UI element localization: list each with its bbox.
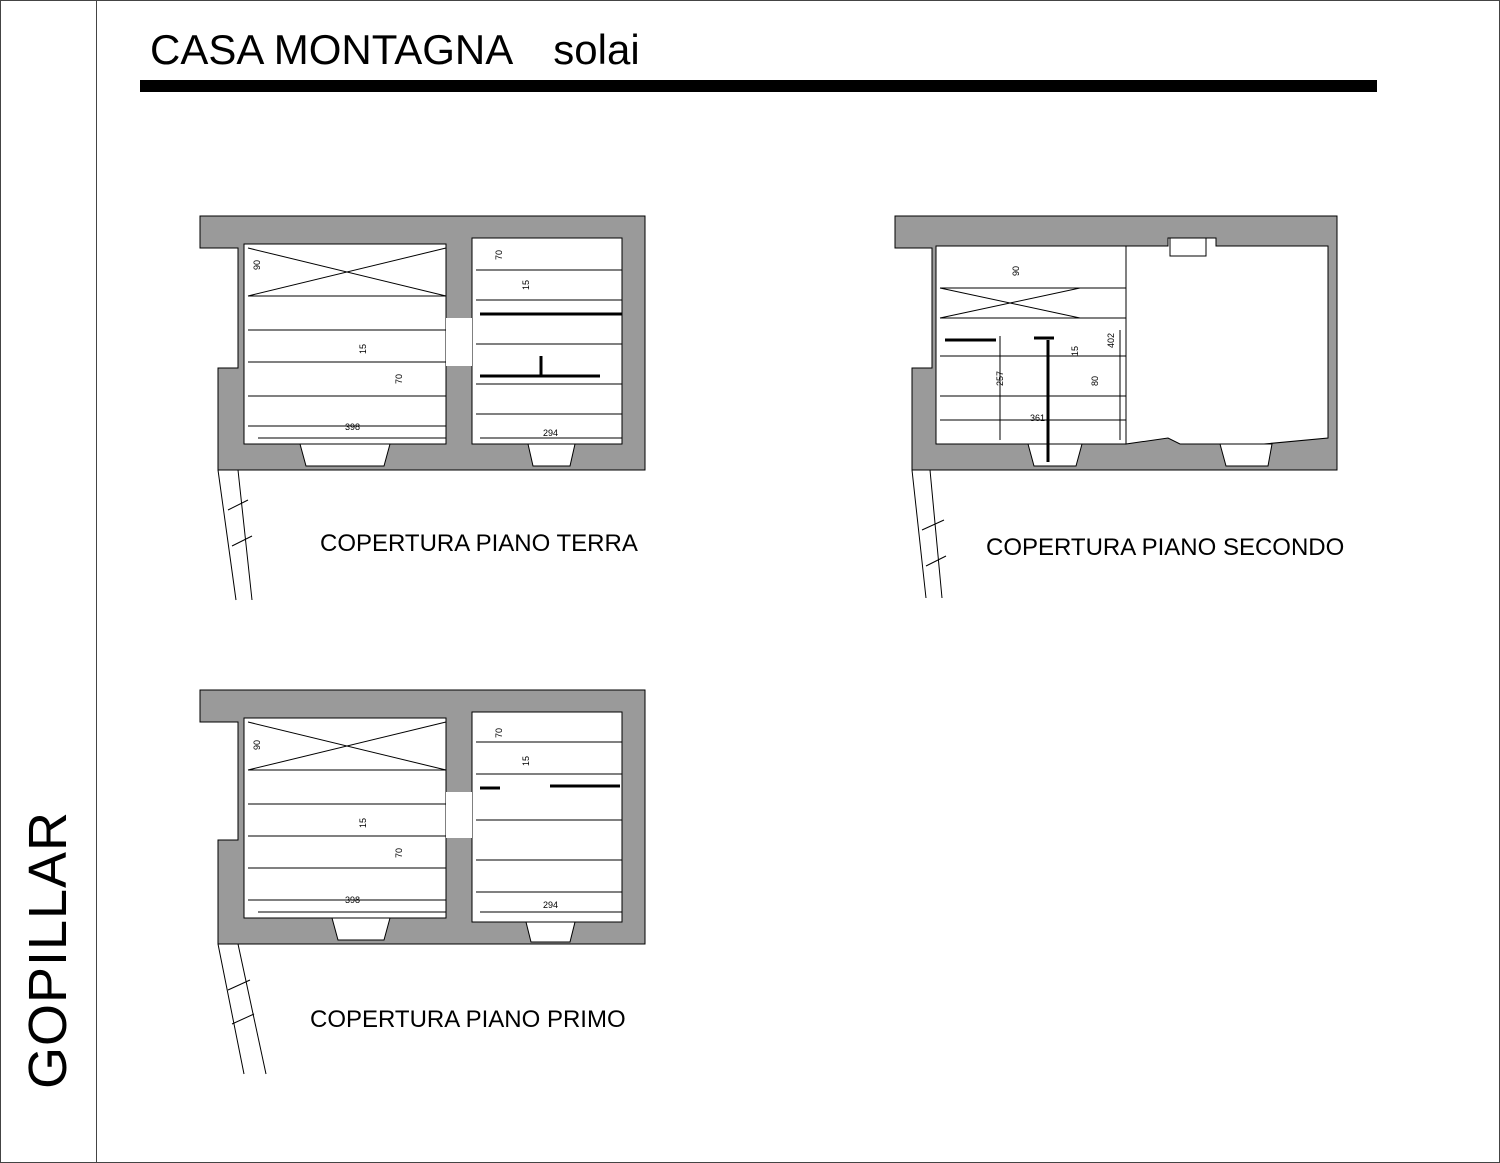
sheet-title-main: CASA MONTAGNA (150, 26, 514, 73)
caption-piano-primo: COPERTURA PIANO PRIMO (310, 1006, 626, 1033)
window-left (332, 918, 390, 940)
dim-joist-b: 15 (521, 755, 531, 766)
caption-piano-secondo: COPERTURA PIANO SECONDO (986, 534, 1345, 561)
dim-stair: 90 (1011, 265, 1021, 276)
room-right (472, 712, 622, 922)
caption-piano-terra: COPERTURA PIANO TERRA (320, 530, 638, 557)
room-left (244, 718, 446, 918)
dim-h2: 15 (1070, 345, 1080, 356)
dim-width-right: 294 (543, 428, 559, 438)
brand-label: GOPILLAR (18, 810, 78, 1090)
dim-joist-c: 15 (358, 343, 368, 354)
dim-joist-c: 15 (358, 817, 368, 828)
dim-h4: 402 (1106, 332, 1116, 348)
dim-joist-a: 70 (494, 727, 504, 738)
dim-joist-a: 70 (494, 249, 504, 260)
dim-joist-d: 70 (394, 373, 404, 384)
dim-stair: 90 (252, 259, 262, 270)
dim-h3: 80 (1090, 375, 1100, 386)
dim-joist-b: 15 (521, 279, 531, 290)
sheet-title-sub: solai (553, 26, 640, 73)
dim-width: 361 (1030, 413, 1046, 423)
door-opening (446, 792, 472, 838)
dim-h1: 257 (995, 370, 1005, 386)
dim-stair: 90 (252, 739, 262, 750)
dim-width-left: 398 (345, 422, 361, 432)
window-right (526, 922, 575, 942)
adjacent-wall (218, 944, 266, 1074)
dim-width-right: 294 (543, 900, 559, 910)
dim-width-left: 398 (345, 895, 361, 905)
dim-joist-d: 70 (394, 847, 404, 858)
